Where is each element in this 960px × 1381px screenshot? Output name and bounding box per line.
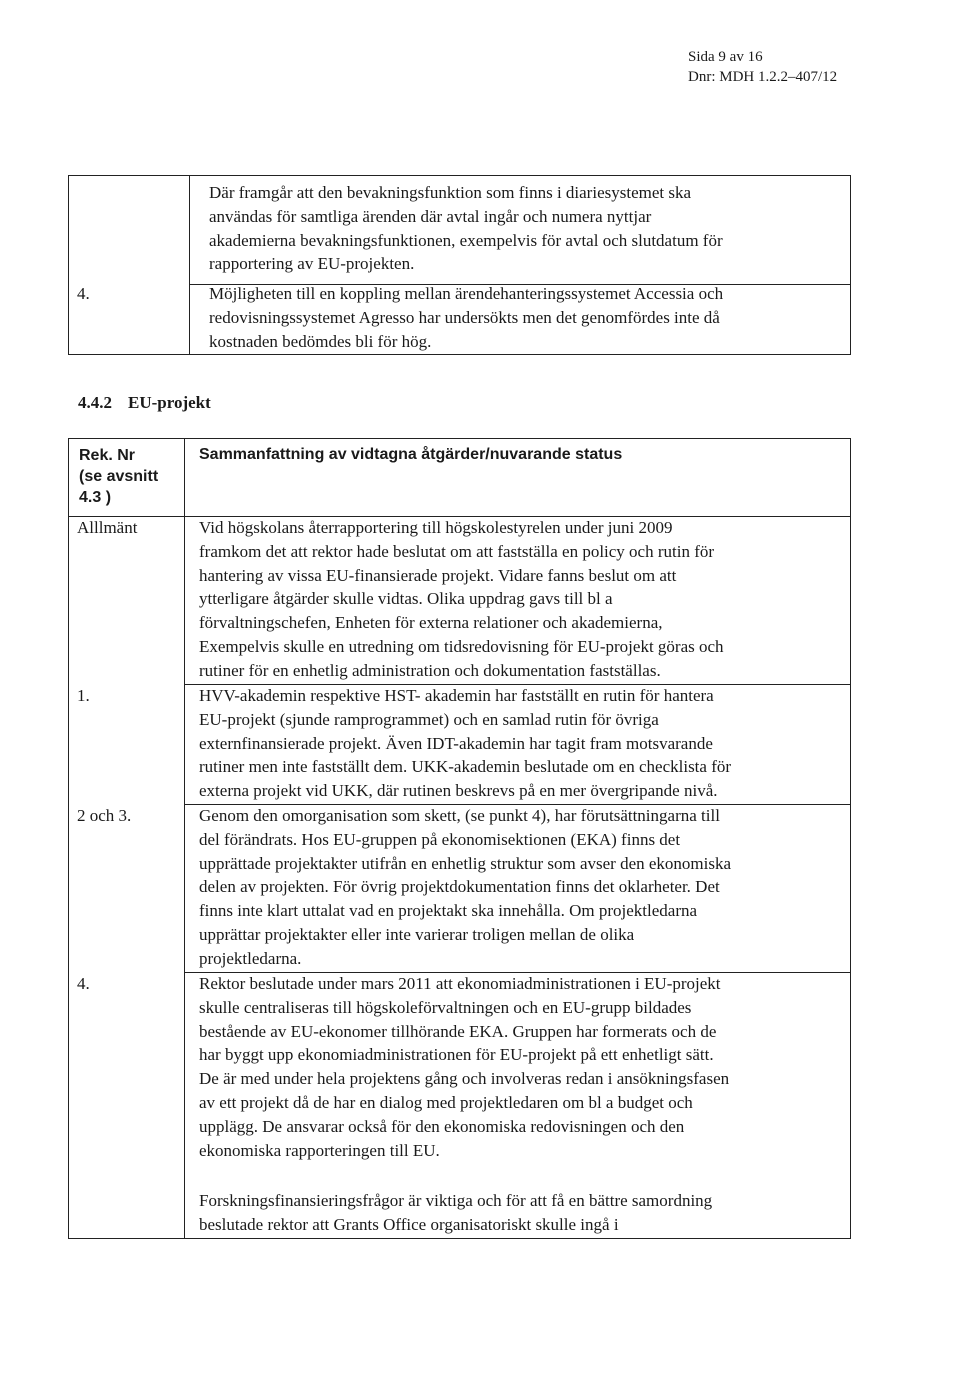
row-text: Rektor beslutade under mars 2011 att ekonomiadministrationen i EU-projekt skulle centraliseras till högskoleförvaltningen och en EU-grupp bildades bestående av EU-ekonomer tillhörande EKA. Gruppen har formerats och de har byggt upp ekonomiadministrationen för EU-projekt på ett enhetligt sätt. De är med under hela projektens gång och involveras redan i ansökningsfasen av ett projekt då de har en dialog med projektledaren om bl a budget och upplägg. De ansvarar också för den ekonomiska redovisningen och den ekonomiska rapporteringen till EU. <box>199 974 730 1160</box>
continued-table <box>68 175 851 355</box>
column-divider <box>184 439 185 1238</box>
row-number: 2 och 3. <box>77 806 132 825</box>
document-number: Dnr: MDH 1.2.2–407/12 <box>688 69 838 85</box>
column-divider <box>189 176 190 354</box>
row-text: Vid högskolans återrapportering till högskolestyrelen under juni 2009 framkom det att rektor hade beslutat om att fastställa en policy och rutin för hantering av vissa EU-finansierade projekt. Vidare fanns beslut om att ytterligare åtgärder skulle vidtas. Olika uppdrag gavs till bl a förvaltningschefen, Enheten för externa relationer och akademierna, Exempelvis skulle en utredning om tidsredovisning för EU-projekt göras och rutiner för en enhetlig administration och dokumentation fastställas. <box>199 518 724 680</box>
section-heading <box>78 393 227 413</box>
row-number: Alllmänt <box>77 518 138 537</box>
row-number: 4. <box>77 284 90 303</box>
eu-project-table <box>68 438 851 1239</box>
page-number: Sida 9 av 16 <box>688 49 763 65</box>
section-number: 4.4.2 <box>78 393 112 412</box>
row-text: HVV-akademin respektive HST- akademin har fastställt en rutin för hantera EU-projekt (sjunde ramprogrammet) och en samlad rutin för övriga externfinansierade projekt. Även IDT-akademin har tagit fram motsvarande rutiner men inte fastställt dem. UKK-akademin beslutade om en checklista för externa projekt vid UKK, där rutinen beskrevs på en mer övergripande nivå. <box>199 686 732 801</box>
continued-row-text: Där framgår att den bevakningsfunktion som finns i diariesystemet ska användas för samtliga ärenden där avtal ingår och numera nyttjar akademierna bevakningsfunktionen, exempelvis för avtal och slutdatum för rapportering av EU-projekten. <box>209 183 723 274</box>
column-header-rek-nr: Rek. Nr (se avsnitt 4.3 ) <box>79 447 159 506</box>
column-header-summary: Sammanfattning av vidtagna åtgärder/nuvarande status <box>199 446 623 463</box>
row-text: Genom den omorganisation som skett, (se punkt 4), har förutsättningarna till del förändrats. Hos EU-gruppen på ekonomisektionen (EKA) finns det upprättade projektakter utifrån en enhetlig struktur som avser den ekonomiska delen av projekten. För övrig projektdokumentation finns det oklarheter. Det finns inte klart uttalat vad en projektakt ska innehålla. Om projektledarna upprättar projektakter eller inte varierar troligen mellan de olika projektledarna. <box>199 806 732 968</box>
row-number: 4. <box>77 974 90 993</box>
section-title: EU-projekt <box>128 393 211 412</box>
row-number: 1. <box>77 686 90 705</box>
page-header <box>688 47 837 87</box>
row-text: Möjligheten till en koppling mellan ärendehanteringssystemet Accessia och redovisningssystemet Agresso har undersökts men det genomfördes inte då kostnaden bedömdes bli för hög. <box>209 284 724 351</box>
row-text-continued: Forskningsfinansieringsfrågor är viktiga och för att få en bättre samordning beslutade rektor att Grants Office organisatoriskt skulle ingå i <box>199 1191 713 1234</box>
